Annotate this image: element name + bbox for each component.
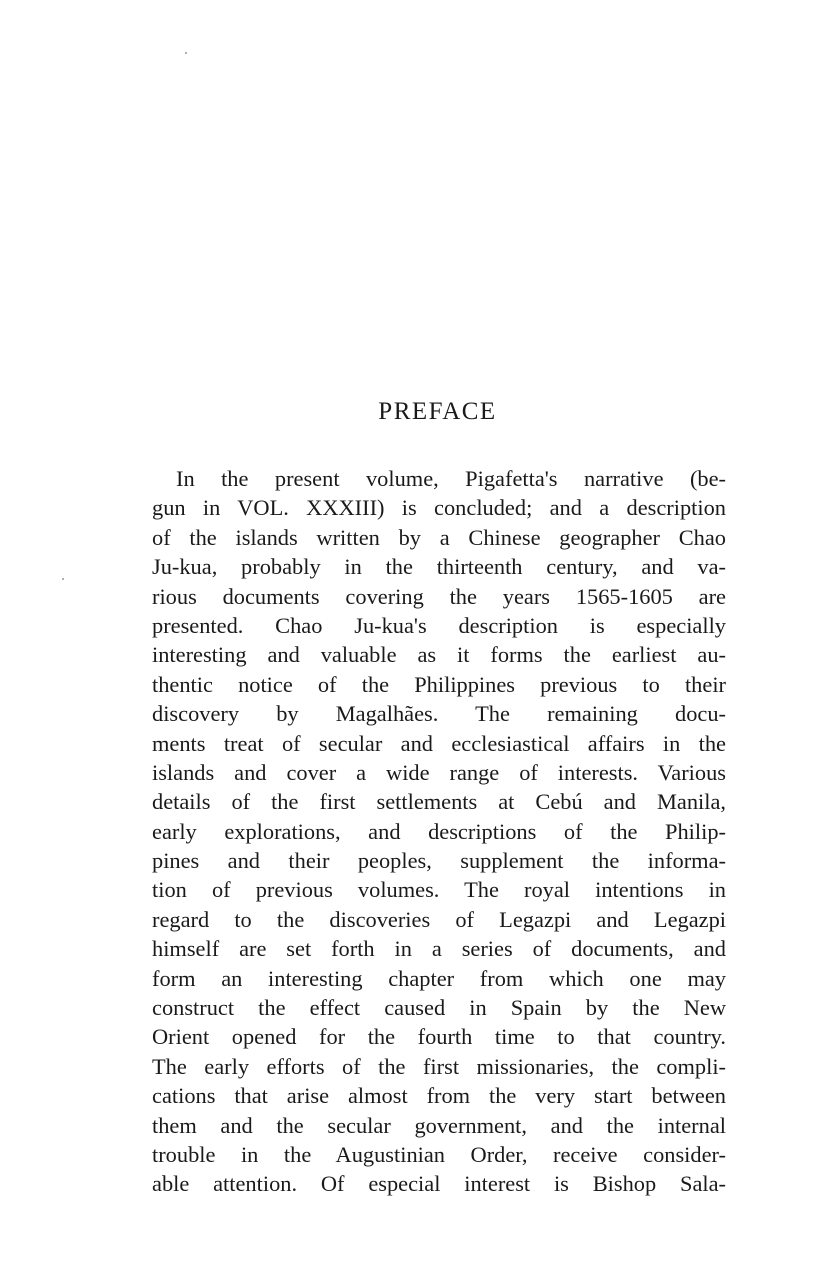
text-line: Orient opened for the fourth time to that country.	[152, 1024, 726, 1050]
text-line: The early efforts of the first missionaries, the compli-	[152, 1053, 726, 1079]
text-line: construct the effect caused in Spain by the New	[152, 995, 726, 1021]
text-line: pines and their peoples, supplement the informa-	[152, 848, 726, 874]
text-line: form an interesting chapter from which one may	[152, 965, 726, 991]
text-line: tion of previous volumes. The royal intentions in	[152, 877, 726, 903]
text-line: himself are set forth in a series of documents, and	[152, 936, 726, 962]
text-line: early explorations, and descriptions of the Philip-	[152, 818, 726, 844]
text-line: cations that arise almost from the very start between	[152, 1083, 726, 1109]
text-line: able attention. Of especial interest is Bishop Sala-	[152, 1171, 726, 1197]
text-line: islands and cover a wide range of interests. Various	[152, 759, 726, 785]
text-line: In the present volume, Pigafetta's narrative (be-	[176, 466, 726, 491]
scan-speck	[185, 52, 187, 54]
scan-speck	[62, 578, 64, 580]
text-line: interesting and valuable as it forms the earliest au-	[152, 642, 726, 668]
text-line: trouble in the Augustinian Order, receive consider-	[152, 1141, 726, 1167]
text-line: of the islands written by a Chinese geographer Chao	[152, 524, 726, 550]
preface-body	[152, 464, 726, 1199]
text-line: Ju-kua, probably in the thirteenth century, and va-	[152, 554, 726, 580]
text-line: regard to the discoveries of Legazpi and Legazpi	[152, 906, 726, 932]
text-line: rious documents covering the years 1565-1605 are	[152, 583, 726, 609]
text-line: them and the secular government, and the internal	[152, 1112, 726, 1138]
text-line: thentic notice of the Philippines previous to their	[152, 671, 726, 697]
text-line: details of the first settlements at Cebú and Manila,	[152, 789, 726, 815]
text-line: discovery by Magalhães. The remaining docu-	[152, 701, 726, 727]
text-line: gun in VOL. XXXIII) is concluded; and a description	[152, 495, 726, 521]
text-line: presented. Chao Ju-kua's description is especially	[152, 612, 726, 638]
page-heading: PREFACE	[378, 398, 497, 425]
text-line: ments treat of secular and ecclesiastical affairs in the	[152, 730, 726, 756]
